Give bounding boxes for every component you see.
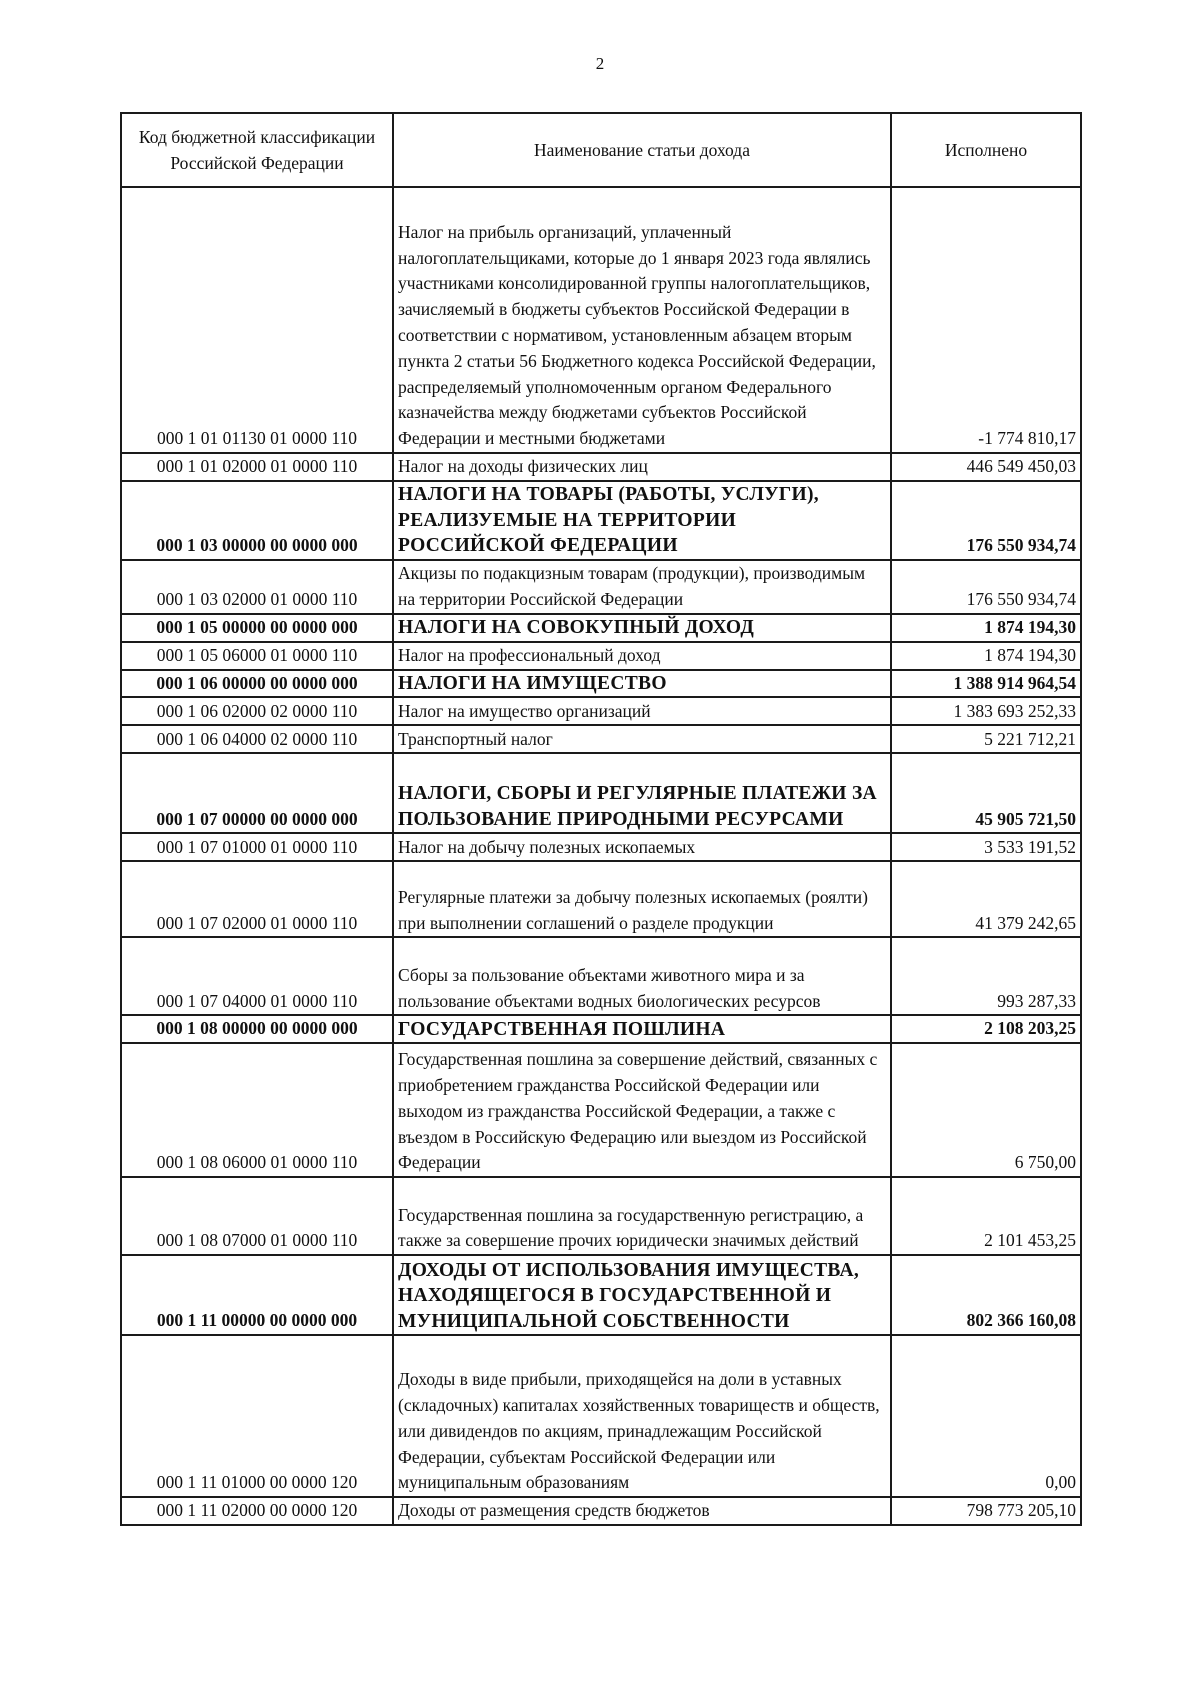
row-amount: 802 366 160,08 <box>891 1255 1081 1335</box>
row-amount: 3 533 191,52 <box>891 833 1081 861</box>
table-row <box>121 614 1081 642</box>
row-code: 000 1 11 00000 00 0000 000 <box>121 1255 393 1335</box>
row-name: Государственная пошлина за государственную регистрацию, а также за совершение прочих юридически значимых действий <box>393 1177 891 1255</box>
row-name: НАЛОГИ НА ИМУЩЕСТВО <box>393 670 891 698</box>
row-name: НАЛОГИ, СБОРЫ И РЕГУЛЯРНЫЕ ПЛАТЕЖИ ЗА ПОЛЬЗОВАНИЕ ПРИРОДНЫМИ РЕСУРСАМИ <box>393 753 891 833</box>
row-amount: 446 549 450,03 <box>891 453 1081 481</box>
row-code: 000 1 07 01000 01 0000 110 <box>121 833 393 861</box>
table-row <box>121 670 1081 698</box>
table-row <box>121 753 1081 833</box>
row-code: 000 1 08 07000 01 0000 110 <box>121 1177 393 1255</box>
row-code: 000 1 06 02000 02 0000 110 <box>121 697 393 725</box>
row-amount: 45 905 721,50 <box>891 753 1081 833</box>
row-code: 000 1 11 02000 00 0000 120 <box>121 1497 393 1525</box>
row-amount: 2 108 203,25 <box>891 1015 1081 1043</box>
row-code: 000 1 01 01130 01 0000 110 <box>121 187 393 453</box>
row-code: 000 1 08 00000 00 0000 000 <box>121 1015 393 1043</box>
row-amount: 1 874 194,30 <box>891 642 1081 670</box>
table-row <box>121 481 1081 560</box>
row-name: Налог на прибыль организаций, уплаченный налогоплательщиками, которые до 1 января 2023 года являлись участниками консолидированной группы налогоплательщиков, зачисляемый в бюджеты субъектов Российской Федерации в соответствии с нормативом, установленным абзацем вторым пункта 2 статьи 56 Бюджетного кодекса Российской Федерации, распределяемый уполномоченным органом Федерального казначейства между бюджетами субъектов Российской Федерации и местными бюджетами <box>393 187 891 453</box>
table-row <box>121 1043 1081 1177</box>
row-name: НАЛОГИ НА ТОВАРЫ (РАБОТЫ, УСЛУГИ), РЕАЛИЗУЕМЫЕ НА ТЕРРИТОРИИ РОССИЙСКОЙ ФЕДЕРАЦИИ <box>393 481 891 560</box>
row-code: 000 1 06 04000 02 0000 110 <box>121 725 393 753</box>
row-amount: 176 550 934,74 <box>891 560 1081 614</box>
row-amount: -1 774 810,17 <box>891 187 1081 453</box>
table-row <box>121 1255 1081 1335</box>
row-amount: 993 287,33 <box>891 937 1081 1015</box>
row-amount: 176 550 934,74 <box>891 481 1081 560</box>
row-code: 000 1 03 00000 00 0000 000 <box>121 481 393 560</box>
row-name: Акцизы по подакцизным товарам (продукции), производимым на территории Российской Федерации <box>393 560 891 614</box>
row-name: Регулярные платежи за добычу полезных ископаемых (роялти) при выполнении соглашений о разделе продукции <box>393 861 891 937</box>
row-code: 000 1 07 02000 01 0000 110 <box>121 861 393 937</box>
table-row <box>121 560 1081 614</box>
row-name: Налог на профессиональный доход <box>393 642 891 670</box>
row-amount: 798 773 205,10 <box>891 1497 1081 1525</box>
row-code: 000 1 06 00000 00 0000 000 <box>121 670 393 698</box>
table-row <box>121 1015 1081 1043</box>
row-code: 000 1 07 00000 00 0000 000 <box>121 753 393 833</box>
row-code: 000 1 03 02000 01 0000 110 <box>121 560 393 614</box>
table-row <box>121 1497 1081 1525</box>
table-row <box>121 642 1081 670</box>
row-name: Транспортный налог <box>393 725 891 753</box>
row-code: 000 1 11 01000 00 0000 120 <box>121 1335 393 1497</box>
row-name: Налог на добычу полезных ископаемых <box>393 833 891 861</box>
row-name: Сборы за пользование объектами животного мира и за пользование объектами водных биологических ресурсов <box>393 937 891 1015</box>
row-amount: 2 101 453,25 <box>891 1177 1081 1255</box>
table-row <box>121 1335 1081 1497</box>
table-row <box>121 725 1081 753</box>
header-amount: Исполнено <box>891 113 1081 187</box>
page-number: 2 <box>595 54 605 73</box>
row-amount: 5 221 712,21 <box>891 725 1081 753</box>
row-name: Налог на имущество организаций <box>393 697 891 725</box>
table-row <box>121 937 1081 1015</box>
row-name: Доходы от размещения средств бюджетов <box>393 1497 891 1525</box>
table-row <box>121 833 1081 861</box>
row-amount: 6 750,00 <box>891 1043 1081 1177</box>
table-row <box>121 861 1081 937</box>
table-row <box>121 187 1081 453</box>
table-row <box>121 453 1081 481</box>
row-amount: 41 379 242,65 <box>891 861 1081 937</box>
row-amount: 1 383 693 252,33 <box>891 697 1081 725</box>
row-name: ДОХОДЫ ОТ ИСПОЛЬЗОВАНИЯ ИМУЩЕСТВА, НАХОДЯЩЕГОСЯ В ГОСУДАРСТВЕННОЙ И МУНИЦИПАЛЬНОЙ СОБСТВЕННОСТИ <box>393 1255 891 1335</box>
row-code: 000 1 01 02000 01 0000 110 <box>121 453 393 481</box>
row-amount: 1 388 914 964,54 <box>891 670 1081 698</box>
row-code: 000 1 05 06000 01 0000 110 <box>121 642 393 670</box>
table-row <box>121 697 1081 725</box>
row-amount: 0,00 <box>891 1335 1081 1497</box>
table-row <box>121 1177 1081 1255</box>
row-code: 000 1 08 06000 01 0000 110 <box>121 1043 393 1177</box>
header-code: Код бюджетной классификации Российской Федерации <box>121 113 393 187</box>
row-amount: 1 874 194,30 <box>891 614 1081 642</box>
table-header-row <box>121 113 1081 187</box>
row-name: Государственная пошлина за совершение действий, связанных с приобретением гражданства Российской Федерации или выходом из гражданства Российской Федерации, а также с въездом в Российскую Федерацию или выездом из Российской Федерации <box>393 1043 891 1177</box>
row-name: Налог на доходы физических лиц <box>393 453 891 481</box>
revenue-table <box>120 112 1082 1526</box>
row-code: 000 1 07 04000 01 0000 110 <box>121 937 393 1015</box>
row-name: НАЛОГИ НА СОВОКУПНЫЙ ДОХОД <box>393 614 891 642</box>
header-name: Наименование статьи дохода <box>393 113 891 187</box>
row-name: Доходы в виде прибыли, приходящейся на доли в уставных (складочных) капиталах хозяйственных товариществ и обществ, или дивидендов по акциям, принадлежащим Российской Федерации, субъектам Российской Федерации или муниципальным образованиям <box>393 1335 891 1497</box>
row-name: ГОСУДАРСТВЕННАЯ ПОШЛИНА <box>393 1015 891 1043</box>
row-code: 000 1 05 00000 00 0000 000 <box>121 614 393 642</box>
